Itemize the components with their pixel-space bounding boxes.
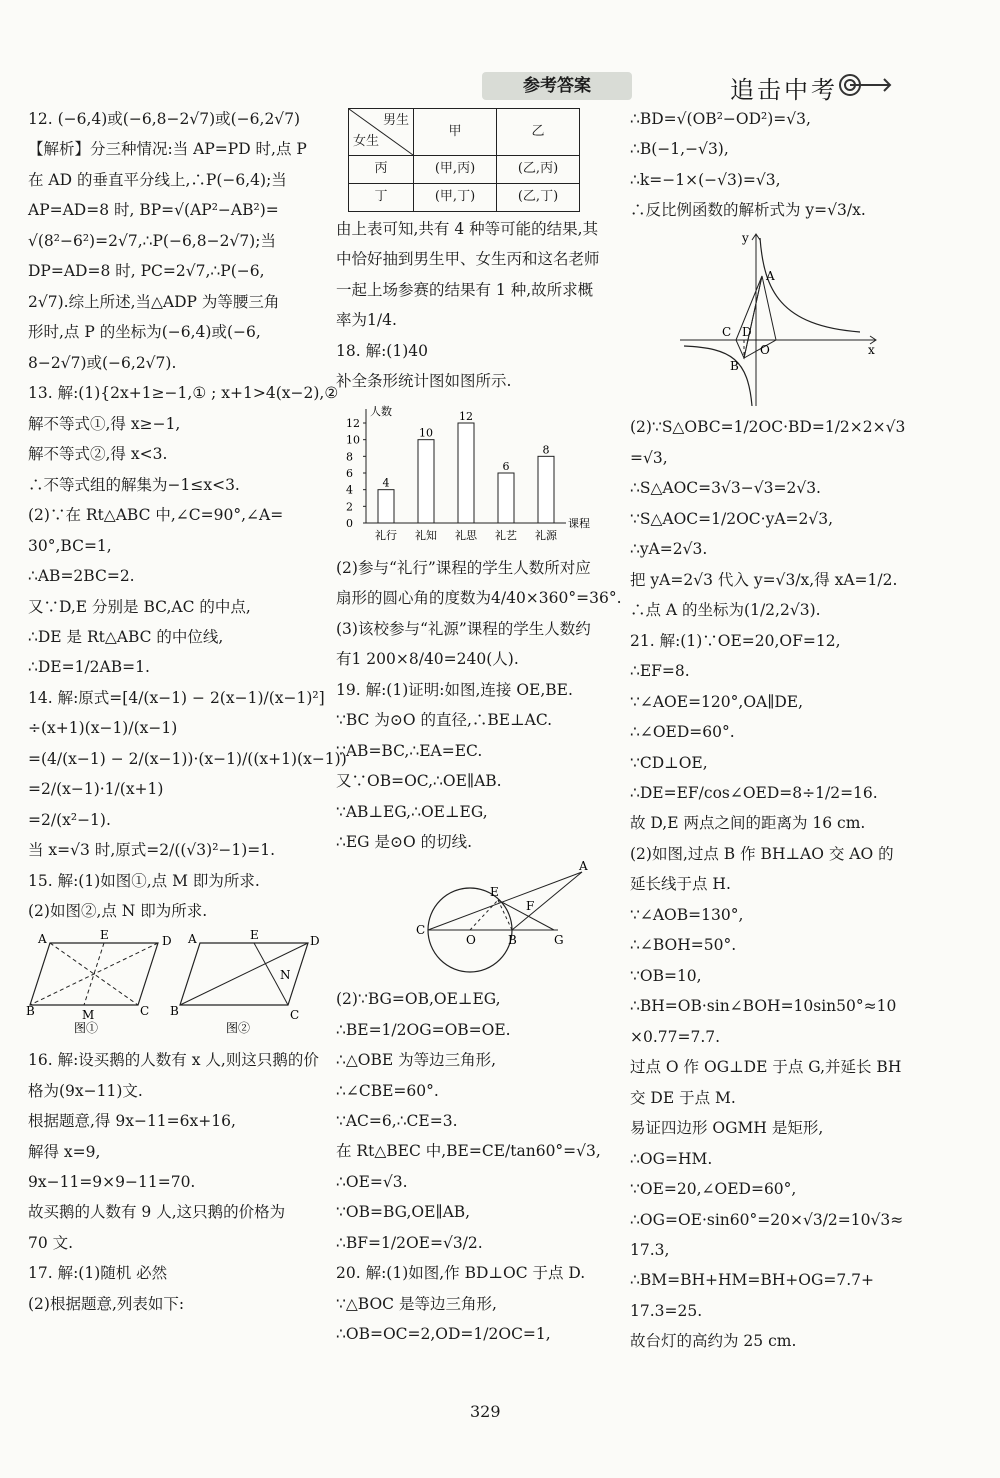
text-line: 由上表可知,共有 4 种等可能的结果,其 [336,219,599,238]
bar-chart [336,401,590,551]
fig-caption: 图② [226,1020,251,1035]
x-axis-label: 课程 [568,516,590,530]
text-line: ∴OB=OC=2,OD=1/2OC=1, [336,1325,551,1344]
text-line: ∵AC=6,∴CE=3. [336,1112,458,1130]
fig-label: F [526,898,535,913]
text-line: 易证四边形 OGMH 是矩形, [630,1119,824,1138]
text-line: ∴∠BOH=50°. [630,936,737,955]
text-line: 故买鹅的人数有 9 人,这只鹅的价格为 [28,1203,286,1222]
text-line: ∴DE=1/2AB=1. [28,658,150,677]
text-line: 21. 解:(1)∵OE=20,OF=12, [630,631,841,650]
table-cell: (甲,丙) [414,156,497,184]
text-line: ∵OB=BG,OE∥AB, [336,1203,471,1222]
fig-label: A [766,268,775,283]
bar-value-label: 10 [419,426,433,440]
bar-value-label: 6 [502,459,510,473]
fig-label: B [730,358,739,373]
x-tick-label: 礼思 [455,528,477,542]
text-line: 补全条形统计图如图所示. [336,372,512,391]
text-line: ∴yA=2√3. [630,540,708,559]
text-line: ∵S△AOC=1/2OC·yA=2√3, [630,509,834,528]
text-line: ∴△OBE 为等边三角形, [336,1051,497,1070]
text-line: ÷(x+1)(x−1)/(x−1) [28,719,178,738]
y-tick-label: 12 [346,416,360,430]
brand-title: 追击中考 [730,76,838,104]
text-line: ∴OG=HM. [630,1149,713,1168]
table-cell: (甲,丁) [414,183,497,211]
text-line: 又∵OB=OC,∴OE∥AB. [336,772,502,791]
text-line: =2/(x−1)·1/(x+1) [28,780,164,799]
text-line: 有1 200×8/40=240(人). [336,650,519,669]
text-line: 解不等式①,得 x≥−1, [28,414,181,433]
fig-label: B [170,1003,179,1018]
text-line: =(4/(x−1) − 2/(x−1))·(x−1)/((x+1)(x−1)) [28,749,347,768]
text-line: ∴DE=EF/cos∠OED=8÷1/2=16. [630,783,878,802]
y-axis-label: 人数 [370,404,392,418]
text-line: 17.3, [630,1241,670,1259]
probability-table [348,108,580,212]
page-number: 329 [470,1402,501,1421]
text-line: 17.3=25. [630,1301,703,1320]
fig-label: D [310,933,320,948]
fig-label: B [26,1003,35,1018]
text-line: ∴BM=BH+HM=BH+OG=7.7+ [630,1271,874,1290]
table-cell: 丁 [349,183,414,211]
text-line: 解得 x=9, [28,1142,101,1161]
text-line: (2)∵BG=OB,OE⊥EG, [336,990,501,1009]
bar [538,456,554,523]
x-tick-label: 礼知 [415,528,437,542]
text-line: ∴k=−1×(−√3)=√3, [630,170,781,189]
text-line: ∴BH=OB·sin∠BOH=10sin50°≈10 [630,997,897,1016]
text-line: 交 DE 于点 M. [630,1088,736,1107]
fig-label: E [250,927,259,942]
arrow-logo-icon [838,72,892,98]
fig-label: x [868,342,875,357]
text-line: DP=AD=8 时, PC=2√7,∴P(−6, [28,262,265,281]
text-line: √(8²−6²)=2√7,∴P(−6,8−2√7);当 [28,231,276,250]
bar [378,489,394,522]
text-line: ∴点 A 的坐标为(1/2,2√3). [630,601,821,620]
text-line: ∴EF=8. [630,662,690,681]
column-3 [630,108,980,1361]
y-tick-label: 10 [346,433,360,447]
fig-label: C [416,922,426,937]
text-line: 14. 解:原式=[4/(x−1) − 2(x−1)/(x−1)²] [28,688,325,707]
text-line: ∴EG 是⊙O 的切线. [336,833,473,852]
fig-label: O [760,342,770,357]
fig-label: D [162,933,172,948]
fig-label: A [188,931,197,946]
fig-label: D [742,324,752,339]
text-line: 根据题意,得 9x−11=6x+16, [28,1112,236,1131]
text-line: 形时,点 P 的坐标为(−6,4)或(−6, [28,323,261,342]
bar [458,423,474,523]
text-line: 一起上场参赛的结果有 1 种,故所求概 [336,280,594,299]
fig-label: C [290,1007,300,1022]
text-line: 16. 解:设买鹅的人数有 x 人,则这只鹅的价 [28,1051,319,1070]
table-cell: (乙,丙) [497,156,580,184]
table-corner-bottom: 女生 [353,134,380,150]
table-cell: 丙 [349,156,414,184]
fig-label: G [554,932,564,947]
fig-label: O [466,932,476,947]
text-line: 9x−11=9×9−11=70. [28,1173,196,1191]
page-header [0,0,1000,104]
fig-caption: 图① [74,1020,99,1035]
text-line: 12. (−6,4)或(−6,8−2√7)或(−6,2√7) [28,110,301,128]
text-line: 当 x=√3 时,原式=2/((√3)²−1)=1. [28,841,276,860]
text-line: ∴反比例函数的解析式为 y=√3/x. [630,201,866,220]
text-line: ∵BC 为⊙O 的直径,∴BE⊥AC. [336,711,553,730]
fig-label: M [82,1007,95,1022]
x-tick-label: 礼艺 [495,528,517,542]
text-line: 故 D,E 两点之间的距离为 16 cm. [630,814,866,833]
fig-label: C [140,1003,150,1018]
text-line: 8−2√7)或(−6,2√7). [28,353,177,372]
y-tick-label: 6 [346,466,353,480]
text-line: ∴AB=2BC=2. [28,567,135,586]
text-line: (2)∵S△OBC=1/2OC·BD=1/2×2×√3 [630,418,906,437]
text-line: AP=AD=8 时, BP=√(AP²−AB²)= [28,201,279,220]
text-line: 扇形的圆心角的度数为4/40×360°=36°. [336,589,622,608]
bar [418,439,434,522]
text-line: ∴S△AOC=3√3−√3=2√3. [630,479,821,498]
text-line: ∴BD=√(OB²−OD²)=√3, [630,110,811,128]
text-line: ∴∠CBE=60°. [336,1081,439,1100]
y-tick-label: 8 [346,449,353,463]
text-line: 解不等式②,得 x<3. [28,445,168,464]
text-line: 格为(9x−11)文. [28,1081,143,1100]
text-line: ∴OE=√3. [336,1172,408,1191]
text-line: 17. 解:(1)随机 必然 [28,1264,168,1283]
text-line: 18. 解:(1)40 [336,341,428,360]
text-line: 故台灯的高约为 25 cm. [630,1332,797,1351]
text-line: =2/(x²−1). [28,810,111,829]
text-line: 【解析】分三种情况:当 AP=PD 时,点 P [28,140,307,159]
text-line: 过点 O 作 OG⊥DE 于点 G,并延长 BH [630,1058,902,1077]
table-corner-top: 男生 [382,113,409,128]
bar [498,473,514,523]
text-line: 率为1/4. [336,311,397,330]
section-tab: 参考答案 [482,72,632,100]
text-line: 在 AD 的垂直平分线上,∴P(−6,4);当 [28,170,287,189]
text-line: ∵OE=20,∠OED=60°, [630,1180,797,1199]
table-cell: (乙,丁) [497,183,580,211]
text-line: (2)如图,过点 B 作 BH⊥AO 交 AO 的 [630,844,894,863]
text-line: 15. 解:(1)如图①,点 M 即为所求. [28,871,260,890]
text-line: 70 文. [28,1233,74,1252]
x-tick-label: 礼源 [535,528,557,542]
text-line: ∵AB⊥EG,∴OE⊥EG, [336,802,488,821]
text-line: 20. 解:(1)如图,作 BD⊥OC 于点 D. [336,1264,586,1283]
text-line: 把 yA=2√3 代入 y=√3/x,得 xA=1/2. [630,570,898,589]
text-line: ∵∠AOE=120°,OA∥DE, [630,692,804,711]
fig-label: E [490,884,499,899]
text-line: (2)参与“礼行”课程的学生人数所对应 [336,558,591,577]
fig-label: B [508,932,517,947]
table-header: 乙 [497,109,580,156]
fig-label: C [722,324,732,339]
circle-figure [386,858,588,982]
column-2 [336,108,622,1354]
text-line: (3)该校参与“礼源”课程的学生人数约 [336,619,591,638]
hyperbola-figure [680,230,880,410]
text-line: ∵OB=10, [630,966,702,985]
text-line: 中恰好抽到男生甲、女生丙和这名老师 [336,250,600,269]
text-line: ×0.77=7.7. [630,1027,721,1046]
column-1 [26,108,347,1323]
text-line: 2√7).综上所述,当△ADP 为等腰三角 [28,292,280,311]
text-line: (2)如图②,点 N 即为所求. [28,902,208,921]
fig-label: N [280,967,291,982]
text-line: =√3, [630,448,668,467]
text-line: ∴BF=1/2OE=√3/2. [336,1233,483,1252]
text-line: (2)根据题意,列表如下: [28,1294,185,1313]
text-line: 19. 解:(1)证明:如图,连接 OE,BE. [336,680,573,699]
text-line: ∴DE 是 Rt△ABC 的中位线, [28,627,224,646]
text-line: 30°,BC=1, [28,536,112,555]
bar-value-label: 12 [459,409,473,423]
y-tick-label: 0 [346,516,353,530]
text-line: 延长线于点 H. [630,875,731,894]
bar-value-label: 8 [542,442,550,456]
text-line: ∴不等式组的解集为−1≤x<3. [28,475,240,494]
text-line: (2)∵在 Rt△ABC 中,∠C=90°,∠A= [28,506,284,525]
text-line: ∴BE=1/2OG=OB=OE. [336,1020,511,1039]
text-line: 又∵D,E 分别是 BC,AC 的中点, [28,597,251,616]
text-line: ∵AB=BC,∴EA=EC. [336,741,483,760]
text-line: ∵CD⊥OE, [630,753,708,772]
text-line: ∵∠AOB=130°, [630,905,744,924]
y-tick-label: 4 [346,483,353,497]
text-line: ∴OG=OE·sin60°=20×√3/2=10√3≈ [630,1210,904,1229]
fig-label: E [100,927,109,942]
table-header: 甲 [414,109,497,156]
fig-label: A [38,931,47,946]
fig-label: A [579,858,588,873]
text-line: 在 Rt△BEC 中,BE=CE/tan60°=√3, [336,1142,601,1161]
x-tick-label: 礼行 [375,528,397,542]
text-line: ∴B(−1,−√3), [630,140,729,159]
bar-value-label: 4 [382,476,390,490]
text-line: ∴∠OED=60°. [630,723,735,742]
text-line: 13. 解:(1){2x+1≥−1,① ; x+1>4(x−2),② [28,384,339,403]
parallelogram-figures [26,927,320,1035]
fig-label: y [742,230,749,245]
text-line: ∵△BOC 是等边三角形, [336,1294,497,1313]
y-tick-label: 2 [346,499,353,513]
